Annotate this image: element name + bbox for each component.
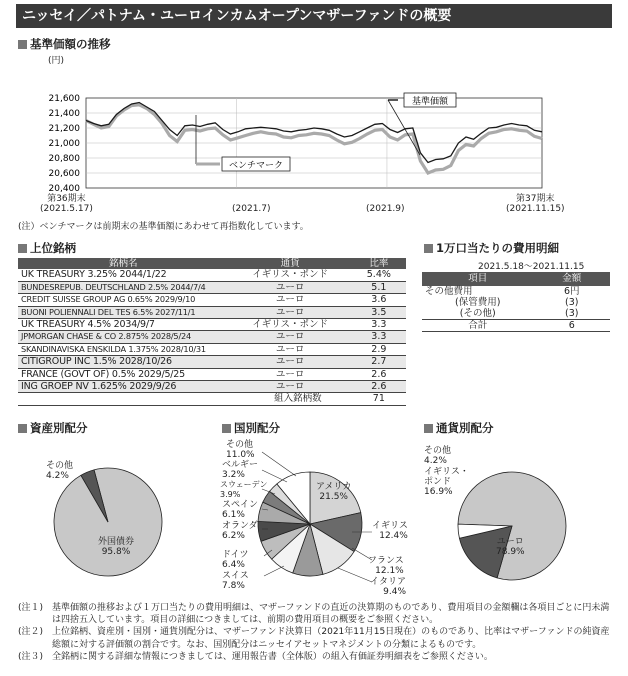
fees-cell-item: その他費用	[425, 286, 473, 297]
country-label-france: フランス 12.1%	[368, 556, 404, 576]
y-tick-label: 20,800	[48, 154, 80, 164]
table-row	[18, 356, 406, 368]
table-row	[18, 281, 406, 293]
holdings-cell-currency: ユーロ	[229, 306, 352, 318]
country-label-spain: スペイン 6.1%	[222, 500, 259, 520]
pie-leader-line	[338, 568, 372, 582]
nav-legend-pointer	[388, 100, 420, 155]
country-label-belgium: ベルギー 3.2%	[222, 460, 259, 480]
fees-cell-amount: (3)	[565, 308, 579, 319]
holdings-cell-name: CREDIT SUISSE GROUP AG 0.65% 2029/9/10	[18, 294, 229, 306]
holdings-cell-currency: ユーロ	[229, 343, 352, 355]
asset-pie-title: 資産別配分	[18, 420, 88, 436]
holdings-cell-name: ING GROEP NV 1.625% 2029/9/26	[18, 381, 229, 393]
country-label-other: その他 11.0%	[226, 440, 255, 460]
square-bullet-icon	[18, 40, 27, 49]
x-label-end: 第37期末 (2021.11.15)	[506, 194, 565, 214]
holdings-cell-ratio: 5.4%	[352, 269, 406, 281]
fees-header-amount: 金額	[534, 272, 610, 286]
table-row	[18, 306, 406, 318]
holdings-cell-currency: イギリス・ポンド	[229, 269, 352, 281]
fees-cell-item: 合計	[422, 320, 534, 332]
y-tick-label: 21,400	[48, 109, 80, 119]
y-tick-label: 20,600	[48, 169, 80, 179]
holdings-cell-ratio: 2.7	[352, 356, 406, 368]
holdings-header-ratio: 比率	[352, 258, 406, 269]
fees-header-row	[422, 272, 610, 286]
country-label-italy: イタリア 9.4%	[370, 577, 407, 597]
table-row	[18, 368, 406, 380]
table-row	[422, 297, 610, 308]
asset-label-foreign-bond: 外国債券 95.8%	[97, 537, 134, 557]
country-label-germany: ドイツ 6.4%	[222, 550, 249, 570]
fees-cell-amount: 6円	[563, 286, 580, 297]
table-row	[18, 331, 406, 343]
y-tick-label: 21,200	[48, 124, 80, 134]
holdings-header-currency: 通貨	[229, 258, 352, 269]
holdings-count-label: 組入銘柄数	[18, 393, 352, 405]
holdings-cell-ratio: 5.1	[352, 281, 406, 293]
x-label-start: 第36期末 (2021.5.17)	[40, 194, 93, 214]
holdings-count-row	[18, 393, 406, 405]
bench-legend-label: ベンチマーク	[228, 161, 284, 171]
footnote: (注２) 上位銘柄、資産別・国別・通貨別配分は、マザーファンド決算日（2021年11月15日現在）のものであり、比率はマザーファンドの純資産総額に対する評価額の割合です。なお、国別配分はニッセイアセットマネジメントの分類によるものです。	[18, 627, 610, 650]
holdings-cell-name: SKANDINAVISKA ENSKILDA 1.375% 2028/10/31	[18, 343, 229, 355]
holdings-cell-ratio: 3.6	[352, 294, 406, 306]
table-row	[18, 269, 406, 281]
allocation-pie-charts	[0, 436, 628, 602]
holdings-cell-currency: ユーロ	[229, 331, 352, 343]
table-row	[18, 294, 406, 306]
country-label-switzerland: スイス 7.8%	[222, 571, 249, 591]
holdings-cell-name: BUNDESREPUB. DEUTSCHLAND 2.5% 2044/7/4	[18, 281, 229, 293]
holdings-cell-currency: ユーロ	[229, 294, 352, 306]
y-tick-label: 21,600	[48, 94, 80, 104]
page-banner-title: ニッセイ／パトナム・ユーロインカムオープンマザーファンドの概要	[16, 4, 612, 28]
table-row	[422, 286, 610, 297]
country-label-uk: イギリス 12.4%	[372, 521, 408, 541]
footnotes	[18, 602, 614, 663]
holdings-table	[18, 258, 406, 406]
currency-pie-title: 通貨別配分	[424, 420, 494, 436]
holdings-cell-currency: ユーロ	[229, 356, 352, 368]
y-tick-label: 20,400	[48, 184, 80, 194]
holdings-cell-ratio: 2.6	[352, 368, 406, 380]
fees-cell-amount: (3)	[565, 297, 579, 308]
holdings-cell-ratio: 3.5	[352, 306, 406, 318]
holdings-count-value: 71	[352, 393, 406, 405]
footnote: (注３) 全銘柄に関する詳細な情報につきましては、運用報告書（全体版）の組入有価証券明細表をご参照ください。	[18, 651, 493, 662]
table-row	[422, 320, 610, 332]
fees-period: 2021.5.18～2021.11.15	[478, 262, 585, 272]
square-bullet-icon	[424, 424, 433, 433]
holdings-header-row	[18, 258, 406, 269]
country-label-sweden: スウェーデン 3.9%	[220, 480, 268, 499]
table-row	[422, 308, 610, 320]
fees-section-title: 1万口当たりの費用明細	[424, 240, 559, 256]
holdings-cell-name: UK TREASURY 3.25% 2044/1/22	[18, 269, 229, 281]
holdings-cell-name: BUONI POLIENNALI DEL TES 6.5% 2027/11/1	[18, 306, 229, 318]
fees-cell-item: (保管費用)	[455, 297, 501, 308]
holdings-cell-currency: ユーロ	[229, 281, 352, 293]
y-tick-label: 21,000	[48, 139, 80, 149]
country-label-usa: アメリカ 21.5%	[316, 482, 352, 502]
footnote: (注１) 基準価額の推移および１万口当たりの費用明細は、マザーファンドの直近の決算期のものであり、費用項目の金額欄は各項目ごとに円未満は四捨五入しています。項目の詳細につきましては、前期の費用項目の概要をご参照ください。	[18, 603, 610, 626]
square-bullet-icon	[424, 244, 433, 253]
square-bullet-icon	[222, 424, 231, 433]
asset-label-other: その他 4.2%	[46, 461, 74, 481]
fees-header-item: 項目	[422, 272, 534, 286]
square-bullet-icon	[18, 424, 27, 433]
currency-label-eur: ユーロ 78.9%	[496, 537, 525, 557]
square-bullet-icon	[18, 244, 27, 253]
holdings-cell-currency: ユーロ	[229, 381, 352, 393]
fees-table	[422, 272, 610, 332]
holdings-cell-ratio: 3.3	[352, 319, 406, 331]
holdings-cell-name: FRANCE (GOVT OF) 0.5% 2029/5/25	[18, 368, 229, 380]
holdings-cell-name: UK TREASURY 4.5% 2034/9/7	[18, 319, 229, 331]
holdings-header-name: 銘柄名	[18, 258, 229, 269]
holdings-section-title: 上位銘柄	[18, 240, 76, 256]
table-row	[18, 343, 406, 355]
holdings-cell-name: CITIGROUP INC 1.5% 2028/10/26	[18, 356, 229, 368]
nav-chart-note: (注）ベンチマークは前期末の基準価額にあわせて再指数化しています。	[18, 222, 309, 232]
country-pie-title: 国別配分	[222, 420, 280, 436]
holdings-cell-ratio: 3.3	[352, 331, 406, 343]
y-axis-unit: (円)	[48, 56, 65, 66]
nav-section-title: 基準価額の推移	[18, 36, 111, 52]
holdings-cell-currency: イギリス・ポンド	[229, 319, 352, 331]
table-row	[18, 319, 406, 331]
holdings-cell-ratio: 2.9	[352, 343, 406, 355]
pie-leader-line	[264, 566, 284, 576]
holdings-cell-currency: ユーロ	[229, 368, 352, 380]
country-label-netherlands: オランダ 6.2%	[222, 521, 258, 541]
x-label-mid2: (2021.9)	[366, 204, 405, 214]
table-row	[18, 381, 406, 393]
currency-label-other: その他 4.2%	[424, 446, 452, 466]
nav-legend-label: 基準価額	[411, 97, 449, 107]
currency-label-gbp: イギリス・ポンド 16.9%	[424, 467, 469, 497]
fees-cell-item: (その他)	[459, 308, 496, 319]
x-label-mid1: (2021.7)	[232, 204, 271, 214]
fees-cell-amount: 6	[534, 320, 610, 332]
holdings-cell-ratio: 2.6	[352, 381, 406, 393]
holdings-cell-name: JPMORGAN CHASE & CO 2.875% 2028/5/24	[18, 331, 229, 343]
